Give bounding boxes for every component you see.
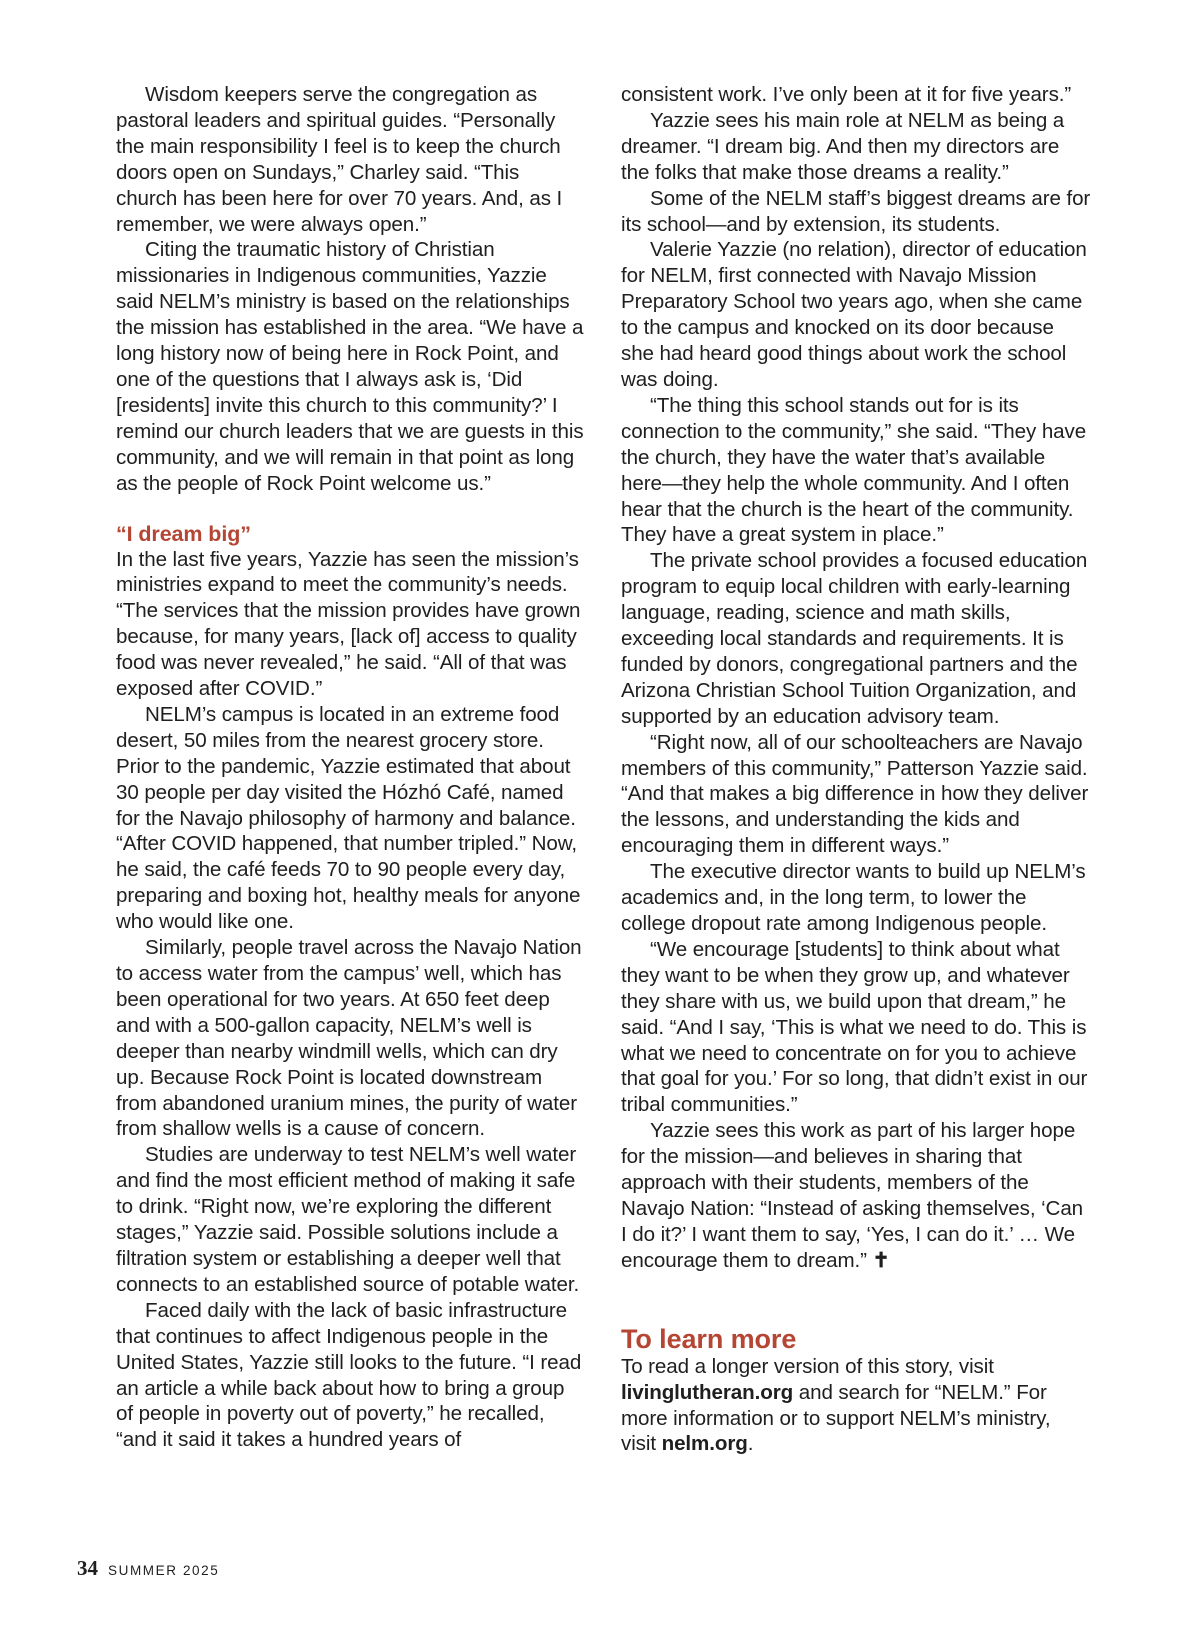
body-paragraph: Similarly, people travel across the Navajo Nation to access water from the campus’ well, which has been operational for two years. At 650 feet deep and with a 500-gallon capacity, NELM’s well is deeper than nearby windmill wells, which can dry up. Because Rock Point is located downstream from abandoned uranium mines, the purity of water from shallow wells is a cause of concern. — [116, 936, 582, 1141]
body-paragraph-final — [621, 1118, 1091, 1273]
body-paragraph: “Right now, all of our schoolteachers are Navajo members of this community,” Patterson Yazzie said. “And that makes a big difference in how they deliver the lessons, and understanding the kids and encouraging them in different ways.” — [621, 730, 1089, 858]
final-paragraph-text: Yazzie sees this work as part of his larger hope for the mission—and believes in sharing that approach with their students, members of the Navajo Nation: “Instead of asking themselves, ‘Can I do it?’ I want them to say, ‘Yes, I can do it.’ … We encourage them to dream.” — [621, 1119, 1084, 1272]
cross-end-mark-icon: ✝ — [872, 1248, 890, 1272]
body-paragraph: The private school provides a focused education program to equip local children with early-learning language, reading, science and math skills, exceeding local standards and requirements. It is funded by donors, congregational partners and the Arizona Christian School Tuition Organization, and supported by an education advisory team. — [621, 549, 1088, 728]
right-column — [621, 82, 1091, 1457]
left-column — [116, 82, 586, 1453]
body-paragraph: Citing the traumatic history of Christian missionaries in Indigenous communities, Yazzie said NELM’s ministry is based on the relationships the mission has established in the area. “We have a long history now of being here in Rock Point, and one of the questions that I always ask is, ‘Did [residents] invite this church to this community?’ I remind our church leaders that we are guests in this community, and we will remain in that point as long as the people of Rock Point welcome us.” — [116, 238, 584, 495]
page-number: 34 — [77, 1556, 98, 1580]
body-paragraph: Valerie Yazzie (no relation), director of education for NELM, first connected with Navajo Mission Preparatory School two years ago, when she came to the campus and knocked on its door because she had heard good things about work the school was doing. — [621, 238, 1087, 391]
body-paragraph: Studies are underway to test NELM’s well water and find the most efficient method of making it safe to drink. “Right now, we’re exploring the different stages,” Yazzie said. Possible solutions include a filtration system or establishing a deeper well that connects to an established source of potable water. — [116, 1143, 580, 1296]
body-paragraph: NELM’s campus is located in an extreme food desert, 50 miles from the nearest grocery store. Prior to the pandemic, Yazzie estimated that about 30 people per day visited the Hózhó Café, named for the Navajo philosophy of harmony and balance. “After COVID happened, that number tripled.” Now, he said, the café feeds 70 to 90 people every day, preparing and boxing hot, healthy meals for anyone who would like one. — [116, 702, 581, 934]
body-paragraph: Wisdom keepers serve the congregation as pastoral leaders and spiritual guides. “Personally the main responsibility I feel is to keep the church doors open on Sundays,” Charley said. “This church has been here for over 70 years. And, as I remember, we were always open.” — [116, 83, 563, 236]
body-paragraph: Some of the NELM staff’s biggest dreams are for its school—and by extension, its students. — [621, 186, 1091, 236]
livinglutheran-link[interactable]: livinglutheran.org — [621, 1380, 794, 1404]
body-paragraph: In the last five years, Yazzie has seen the mission’s ministries expand to meet the community’s needs. “The services that the mission provides have grown because, for many years, [lack of] access to quality food was never revealed,” he said. “All of that was exposed after COVID.” — [116, 547, 581, 701]
sidebar-text-part: . — [747, 1432, 754, 1456]
body-paragraph: “We encourage [students] to think about what they want to be when they grow up, and whatever they share with us, we build upon that dream,” he said. “And I say, ‘This is what we need to do. This is what we need to concentrate on for you to achieve that goal for you.’ For so long, that didn’t exist in our tribal communities.” — [621, 937, 1088, 1117]
nelm-link[interactable]: nelm.org — [661, 1432, 748, 1456]
issue-label: SUMMER 2025 — [108, 1563, 220, 1578]
sidebar-text-part: To read a longer version of this story, visit — [621, 1354, 994, 1378]
body-paragraph: Yazzie sees his main role at NELM as being a dreamer. “I dream big. And then my directors are the folks that make those dreams a reality.” — [621, 108, 1065, 184]
body-paragraph: “The thing this school stands out for is its connection to the community,” she said. “They have the church, they have the water that’s available here—they help the whole community. And I often hear that the church is the heart of the community. They have a great system in place.” — [621, 393, 1087, 547]
sidebar-heading: To learn more — [621, 1323, 797, 1354]
section-subhead: “I dream big” — [116, 521, 251, 546]
body-paragraph: consistent work. I’ve only been at it for five years.” — [621, 83, 1072, 106]
body-paragraph: Faced daily with the lack of basic infrastructure that continues to affect Indigenous people in the United States, Yazzie still looks to the future. “I read an article a while back about how to bring a group of people in poverty out of poverty,” he recalled, “and it said it takes a hundred years of — [116, 1298, 582, 1452]
sidebar-text — [621, 1354, 1091, 1458]
page-footer — [77, 1556, 219, 1581]
sidebar-text-part: and search for “NELM.” For more information or to support NELM’s ministry, visit — [621, 1380, 1051, 1456]
body-paragraph: The executive director wants to build up NELM’s academics and, in the long term, to lower the college dropout rate among Indigenous people. — [621, 860, 1086, 935]
